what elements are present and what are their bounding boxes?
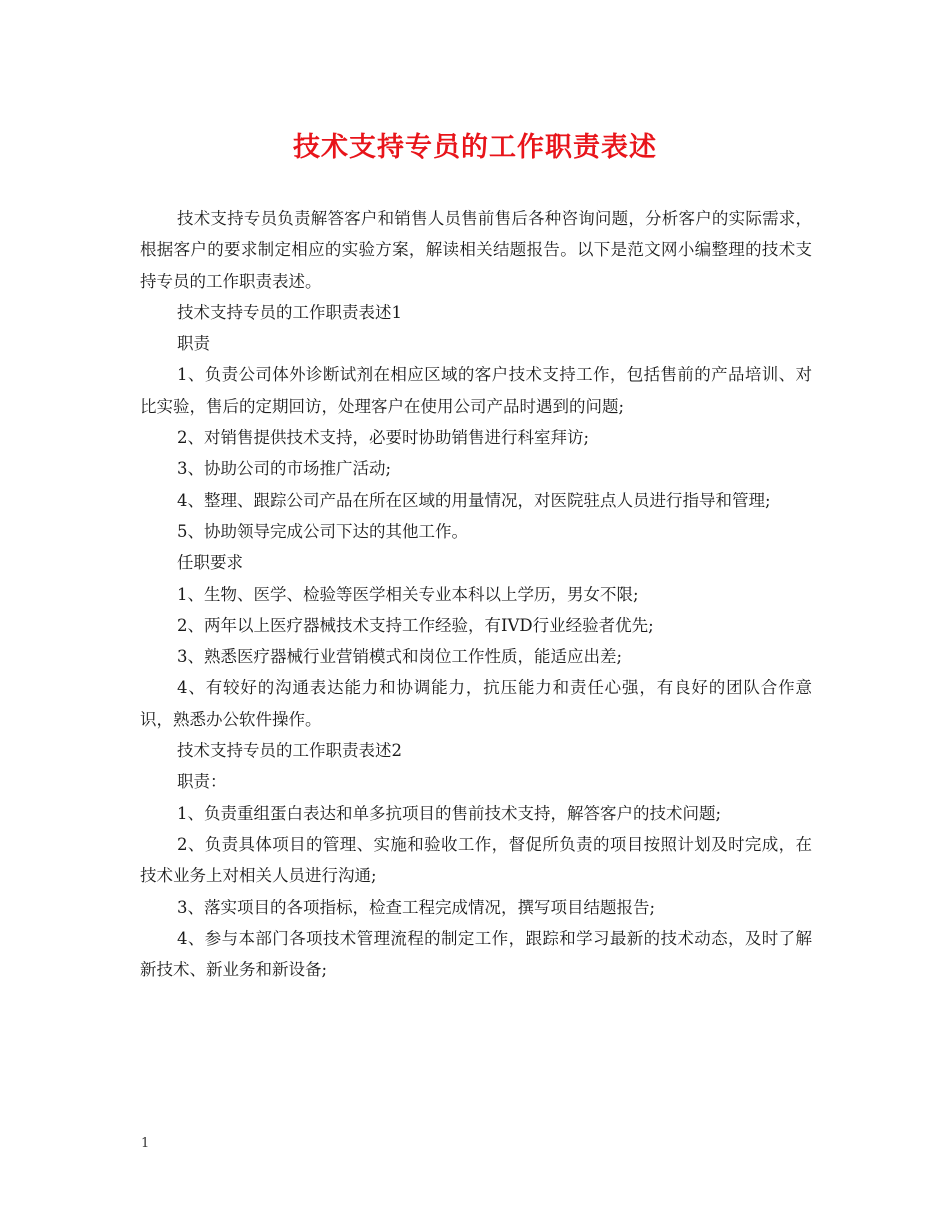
list-item: 4、有较好的沟通表达能力和协调能力，抗压能力和责任心强，有良好的团队合作意识，熟悉办公软件操作。 (140, 678, 812, 729)
list-item: 5、协助领导完成公司下达的其他工作。 (177, 521, 468, 541)
list-item: 3、熟悉医疗器械行业营销模式和岗位工作性质，能适应出差; (177, 647, 623, 667)
list-item: 2、两年以上医疗器械技术支持工作经验，有IVD行业经验者优先; (177, 615, 654, 635)
subheading-requirements: 任职要求 (177, 553, 243, 573)
list-item: 2、负责具体项目的管理、实施和验收工作，督促所负责的项目按照计划及时完成，在技术业务上对相关人员进行沟通; (140, 834, 812, 886)
document-body (140, 203, 812, 985)
list-item: 1、负责重组蛋白表达和单多抗项目的售前技术支持，解答客户的技术问题; (177, 803, 722, 823)
section-heading-2: 技术支持专员的工作职责表述2 (177, 741, 402, 761)
subheading-duties: 职责： (177, 772, 227, 792)
list-item: 2、对销售提供技术支持，必要时协助销售进行科室拜访; (177, 428, 590, 448)
page-number: 1 (141, 1136, 150, 1151)
list-item: 4、整理、跟踪公司产品在所在区域的用量情况，对医院驻点人员进行指导和管理; (177, 490, 771, 510)
document-title: 技术支持专员的工作职责表述 (293, 132, 657, 163)
paragraph-intro: 技术支持专员负责解答客户和销售人员售前售后各种咨询问题，分析客户的实际需求，根据客户的要求制定相应的实验方案，解读相关结题报告。以下是范文网小编整理的技术支持专员的工作职责表述。 (140, 209, 812, 291)
subheading-duties: 职责 (177, 334, 210, 354)
list-item: 4、参与本部门各项技术管理流程的制定工作，跟踪和学习最新的技术动态，及时了解新技术、新业务和新设备; (140, 928, 812, 980)
list-item: 3、落实项目的各项指标，检查工程完成情况，撰写项目结题报告; (177, 897, 656, 917)
list-item: 1、生物、医学、检验等医学相关专业本科以上学历，男女不限; (177, 584, 639, 604)
section-heading-1: 技术支持专员的工作职责表述1 (177, 302, 402, 322)
list-item: 3、协助公司的市场推广活动; (177, 459, 392, 479)
list-item: 1、负责公司体外诊断试剂在相应区域的客户技术支持工作，包括售前的产品培训、对比实验，售后的定期回访，处理客户在使用公司产品时遇到的问题; (140, 365, 812, 416)
